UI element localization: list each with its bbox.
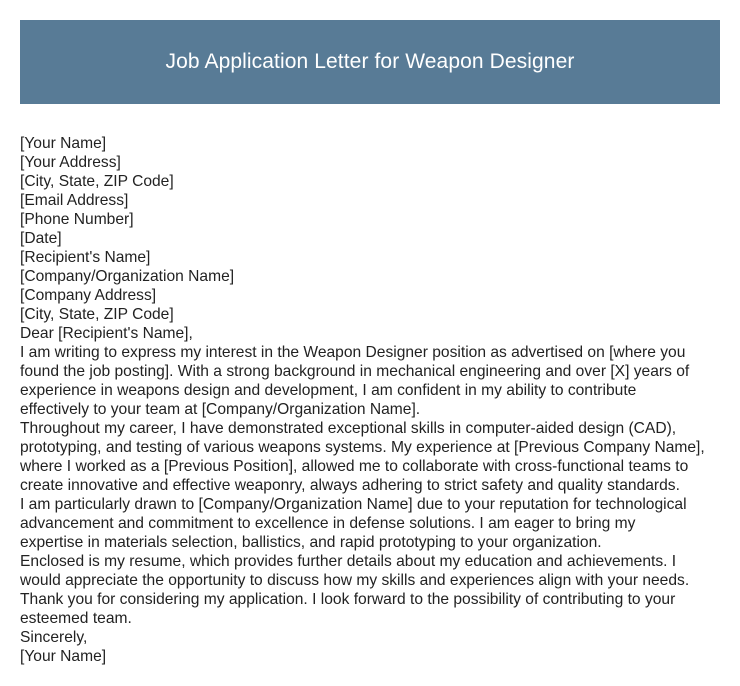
paragraph-line: I am particularly drawn to [Company/Organization Name] due to your reputation for technological bbox=[20, 496, 687, 513]
paragraph-line: Enclosed is my resume, which provides further details about my education and achievements. I bbox=[20, 553, 677, 570]
sender-address: [Your Address] bbox=[20, 154, 121, 171]
paragraph-line: prototyping, and testing of various weapons systems. My experience at [Previous Company Name], bbox=[20, 439, 705, 456]
letter-date: [Date] bbox=[20, 230, 62, 247]
paragraph-line: I am writing to express my interest in the Weapon Designer position as advertised on [where you bbox=[20, 344, 686, 361]
paragraph-line: effectively to your team at [Company/Organization Name]. bbox=[20, 401, 421, 418]
paragraph-line: esteemed team. bbox=[20, 610, 132, 627]
paragraph-line: experience in weapons design and development, I am confident in my ability to contribute bbox=[20, 382, 637, 399]
paragraph-line: Thank you for considering my application. I look forward to the possibility of contributing to your bbox=[20, 591, 676, 608]
sender-phone: [Phone Number] bbox=[20, 211, 134, 228]
paragraph-line: create innovative and effective weaponry, always adhering to strict safety and quality standards. bbox=[20, 477, 680, 494]
sender-city-state-zip: [City, State, ZIP Code] bbox=[20, 173, 174, 190]
page-title: Job Application Letter for Weapon Designer bbox=[165, 50, 575, 73]
recipient-company: [Company/Organization Name] bbox=[20, 268, 235, 285]
closing: Sincerely, bbox=[20, 629, 88, 646]
paragraph-line: would appreciate the opportunity to discuss how my skills and experiences align with your needs. bbox=[20, 572, 690, 589]
recipient-address: [Company Address] bbox=[20, 287, 157, 304]
paragraph-line: advancement and commitment to excellence in defense solutions. I am eager to bring my bbox=[20, 515, 636, 532]
recipient-name: [Recipient's Name] bbox=[20, 249, 151, 266]
paragraph-line: found the job posting]. With a strong background in mechanical engineering and over [X] years of bbox=[20, 363, 690, 380]
paragraph-line: Throughout my career, I have demonstrated exceptional skills in computer-aided design (CAD), bbox=[20, 420, 677, 437]
recipient-city-state-zip: [City, State, ZIP Code] bbox=[20, 306, 174, 323]
signature-name: [Your Name] bbox=[20, 648, 107, 665]
paragraph-line: expertise in materials selection, ballistics, and rapid prototyping to your organization. bbox=[20, 534, 602, 551]
letter-body bbox=[20, 134, 726, 666]
header-banner bbox=[20, 20, 720, 104]
salutation: Dear [Recipient's Name], bbox=[20, 325, 193, 342]
sender-email: [Email Address] bbox=[20, 192, 129, 209]
paragraph-line: where I worked as a [Previous Position], allowed me to collaborate with cross-functional teams to bbox=[20, 458, 689, 475]
sender-name: [Your Name] bbox=[20, 135, 107, 152]
